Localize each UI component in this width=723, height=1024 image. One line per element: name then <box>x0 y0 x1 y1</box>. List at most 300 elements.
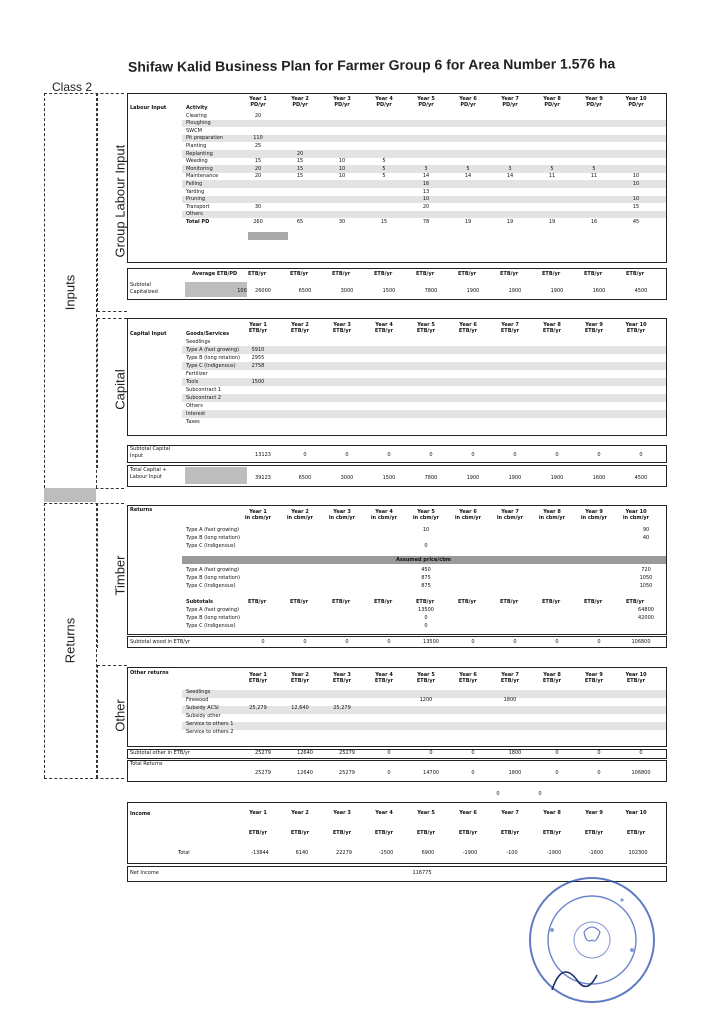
total-returns-value: 1800 <box>508 770 522 776</box>
labour-value: 3 <box>508 165 512 172</box>
timber-type-name: Type B (long rotation) <box>186 575 240 581</box>
etb-unit: ETB/yr <box>374 271 393 277</box>
capital-subtotal-value: 0 <box>639 452 643 458</box>
income-unit: ETB/yr <box>416 830 436 836</box>
table-row <box>182 120 666 128</box>
capital-bracket <box>97 318 98 468</box>
labour-activity-name: Yarding <box>186 188 205 195</box>
labour-activity-name: Transport <box>186 203 210 210</box>
labour-value: 5 <box>382 165 386 172</box>
capital-year-header: Year 3 ETB/yr <box>332 322 352 334</box>
timber-subtotal-value: 13500 <box>418 607 434 613</box>
inputs-label: Inputs <box>62 274 78 311</box>
timber-subtotal-value: 42000 <box>638 615 654 621</box>
capital-subtotal-value: 0 <box>597 452 601 458</box>
total-returns-value: 0 <box>555 770 559 776</box>
capital-item-name: Subcontract 2 <box>186 394 222 401</box>
etb-unit: ETB/yr <box>416 271 435 277</box>
timber-subtotal-value: 0 <box>424 615 428 621</box>
total-input-value: 7800 <box>424 475 438 481</box>
net-income-label: Net Income <box>130 870 159 876</box>
wood-subtotal-value: 0 <box>303 639 307 645</box>
labour-value: 78 <box>422 218 430 225</box>
returns-label: Returns <box>62 617 78 664</box>
timber-type-name: Type A (fast growing) <box>186 567 239 573</box>
capital-year-header: Year 7 ETB/yr <box>500 322 520 334</box>
timber-price-value: 1050 <box>639 583 653 589</box>
other-side-label: Other <box>112 699 128 732</box>
capital-year-header: Year 10 ETB/yr <box>625 322 647 334</box>
labour-value: 15 <box>380 218 388 225</box>
labour-value: 10 <box>338 165 346 172</box>
timber-year-header: Year 9 in cbm/yr <box>580 509 608 521</box>
capital-value: 2758 <box>251 362 265 369</box>
total-capital-labour-label: Total Capital + Labour Input <box>130 467 167 480</box>
timber-price-value: 1050 <box>639 575 653 581</box>
other-subtotal-value: 25279 <box>339 750 355 756</box>
total-input-value: 1600 <box>592 475 606 481</box>
labour-subtotal-value: 26000 <box>255 288 271 294</box>
income-year-header: Year 8 <box>543 810 561 816</box>
other-subtotal-value: 1800 <box>508 750 522 756</box>
capital-year-header: Year 9 ETB/yr <box>584 322 604 334</box>
labour-year-header: Year 3 PD/yr <box>333 96 351 108</box>
timber-year-header: Year 6 in cbm/yr <box>454 509 482 521</box>
capital-item-name: Subcontract 1 <box>186 386 222 393</box>
income-total-label: Total <box>178 850 190 856</box>
wood-subtotal-value: 0 <box>387 639 391 645</box>
labour-subtotal-value: 1900 <box>466 288 480 294</box>
labour-value: 20 <box>254 173 262 180</box>
timber-price-value: 450 <box>421 567 431 573</box>
timber-year-header: Year 5 in cbm/yr <box>412 509 440 521</box>
other-value: 12,640 <box>291 705 309 711</box>
income-year-header: Year 5 <box>417 810 435 816</box>
etb-unit: ETB/yr <box>290 599 309 605</box>
labour-year-header: Year 5 PD/yr <box>417 96 435 108</box>
capital-year-header: Year 5 ETB/yr <box>416 322 436 334</box>
timber-subtotal-value: 0 <box>424 623 428 629</box>
table-row <box>182 394 666 402</box>
income-unit: ETB/yr <box>290 830 310 836</box>
labour-value: 20 <box>254 112 262 119</box>
etb-unit: ETB/yr <box>290 271 309 277</box>
returns-header-label: Returns <box>130 507 153 513</box>
other-value: 1800 <box>503 697 517 703</box>
labour-value: 10 <box>632 180 640 187</box>
labour-year-header: Year 10 PD/yr <box>625 96 647 108</box>
total-returns-value: 14700 <box>423 770 439 776</box>
labour-value: 110 <box>253 135 263 142</box>
etb-unit: ETB/yr <box>248 599 267 605</box>
labour-value: 13 <box>422 188 430 195</box>
labour-value: 20 <box>254 165 262 172</box>
labour-subtotal-value: 1900 <box>508 288 522 294</box>
labour-year-header: Year 6 PD/yr <box>459 96 477 108</box>
labour-value: 15 <box>296 165 304 172</box>
wood-subtotal-value: 106800 <box>631 639 651 645</box>
capital-item-name: Interest <box>186 410 206 417</box>
labour-subtotal-value: 3000 <box>340 288 354 294</box>
total-returns-value: 25279 <box>255 770 271 776</box>
etb-unit: ETB/yr <box>626 599 645 605</box>
etb-unit: ETB/yr <box>332 271 351 277</box>
labour-activity-name: Felling <box>186 180 203 187</box>
etb-unit: ETB/yr <box>458 271 477 277</box>
table-row <box>182 410 666 418</box>
timber-volume-value: 40 <box>642 535 650 541</box>
income-unit: ETB/yr <box>500 830 520 836</box>
labour-activity-name: Replanting <box>186 150 213 157</box>
other-bracket-top <box>97 665 127 666</box>
timber-year-header: Year 7 in cbm/yr <box>496 509 524 521</box>
document-title: Shifaw Kalid Business Plan for Farmer Group 6 for Area Number 1.576 ha <box>127 55 616 75</box>
timber-type-name: Type B (long rotation) <box>186 615 240 621</box>
capital-item-name: Type C (Indigenous) <box>186 362 236 369</box>
other-subtotal-value: 0 <box>429 750 433 756</box>
subtotal-wood-label: Subtotal wood in ETB/yr <box>130 639 190 645</box>
other-item-name: Subsidy ACSI <box>186 705 219 711</box>
capital-year-header: Year 6 ETB/yr <box>458 322 478 334</box>
labour-value: 10 <box>338 173 346 180</box>
capital-subtotal-value: 13123 <box>255 452 271 458</box>
other-subtotal-value: 12640 <box>297 750 313 756</box>
total-input-value: 6500 <box>298 475 312 481</box>
inputs-bracket-left <box>44 93 45 488</box>
labour-year-header: Year 9 PD/yr <box>585 96 603 108</box>
total-input-value: 39123 <box>255 475 271 481</box>
labour-activity-name: Total PD <box>186 218 210 225</box>
income-unit: ETB/yr <box>458 830 478 836</box>
timber-year-header: Year 1 in cbm/yr <box>244 509 272 521</box>
timber-price-value: 875 <box>421 583 431 589</box>
labour-value: 10 <box>632 196 640 203</box>
income-value: 22279 <box>336 850 352 856</box>
etb-unit: ETB/yr <box>458 599 477 605</box>
labour-subtotal-value: 1600 <box>592 288 606 294</box>
wood-subtotal-value: 0 <box>597 639 601 645</box>
labour-value: 65 <box>296 218 304 225</box>
income-value: -1600 <box>588 850 604 856</box>
timber-type-name: Type B (long rotation) <box>186 535 240 541</box>
labour-value: 20 <box>422 203 430 210</box>
income-unit: ETB/yr <box>332 830 352 836</box>
income-value: -1900 <box>546 850 562 856</box>
timber-year-header: Year 8 in cbm/yr <box>538 509 566 521</box>
labour-value: 10 <box>338 158 346 165</box>
wood-subtotal-value: 0 <box>471 639 475 645</box>
income-value: -13844 <box>251 850 269 856</box>
labour-value: 10 <box>422 196 430 203</box>
other-year-header: Year 2 ETB/yr <box>290 672 310 684</box>
labour-activity-name: Others <box>186 211 203 218</box>
labour-value: 3 <box>424 165 428 172</box>
capital-value: 5910 <box>251 346 265 353</box>
labour-value: 20 <box>296 150 304 157</box>
capital-bracket-top <box>97 318 127 319</box>
other-year-header: Year 1 ETB/yr <box>248 672 268 684</box>
net-income-value: 116775 <box>412 870 432 876</box>
other-year-header: Year 10 ETB/yr <box>625 672 647 684</box>
other-subtotal-value: 0 <box>639 750 643 756</box>
other-year-header: Year 5 ETB/yr <box>416 672 436 684</box>
labour-activity-name: Ploughing <box>186 120 211 127</box>
total-input-value: 3000 <box>340 475 354 481</box>
other-year-header: Year 3 ETB/yr <box>332 672 352 684</box>
income-year-header: Year 4 <box>375 810 393 816</box>
capital-side-label: Capital <box>112 369 128 410</box>
labour-subtotal-value: 1900 <box>550 288 564 294</box>
income-year-header: Year 3 <box>333 810 351 816</box>
wood-subtotal-value: 0 <box>513 639 517 645</box>
labour-value: 16 <box>590 218 598 225</box>
labour-value: 25 <box>254 142 262 149</box>
capital-subtotal-value: 0 <box>345 452 349 458</box>
wood-subtotal-value: 13500 <box>423 639 439 645</box>
total-input-value: 1900 <box>550 475 564 481</box>
inputs-bracket-top <box>44 93 124 94</box>
total-input-gray-box <box>185 467 247 484</box>
capital-item-name: Fertilizer <box>186 370 208 377</box>
labour-value: 5 <box>382 173 386 180</box>
subtotal-capital-label: Subtotal Capital Input <box>130 446 171 459</box>
other-returns-label: Other returns <box>130 670 169 676</box>
labour-activity-name: Pruning <box>186 196 206 203</box>
timber-bracket <box>97 503 98 648</box>
income-year-header: Year 10 <box>625 810 647 816</box>
labour-value: 15 <box>296 173 304 180</box>
total-returns-label: Total Returns <box>130 761 163 767</box>
below-value: 0 <box>538 791 542 797</box>
table-row <box>182 722 666 730</box>
etb-unit: ETB/yr <box>584 599 603 605</box>
labour-value: 14 <box>422 173 430 180</box>
income-value: 6900 <box>421 850 435 856</box>
other-value: 25,279 <box>249 705 267 711</box>
income-year-header: Year 9 <box>585 810 603 816</box>
other-year-header: Year 4 ETB/yr <box>374 672 394 684</box>
capital-item-name: Tools <box>186 378 199 385</box>
labour-year-header: Year 8 PD/yr <box>543 96 561 108</box>
timber-type-name: Type C (Indigenous) <box>186 623 236 629</box>
labour-bracket <box>97 93 98 311</box>
returns-bracket-bottom <box>44 778 124 779</box>
labour-value: 14 <box>506 173 514 180</box>
subtotal-other-label: Subtotal other in ETB/yr <box>130 750 190 756</box>
total-returns-value: 0 <box>597 770 601 776</box>
capital-input-label: Capital Input <box>130 331 167 337</box>
other-bracket <box>97 665 98 778</box>
labour-value: 15 <box>632 203 640 210</box>
labour-value: 11 <box>590 173 598 180</box>
income-unit: ETB/yr <box>584 830 604 836</box>
income-value: 102300 <box>628 850 648 856</box>
total-returns-value: 0 <box>471 770 475 776</box>
labour-value: 19 <box>464 218 472 225</box>
subtotal-capitalized-label: Subtotal Capitalized <box>130 282 158 295</box>
class-label: Class 2 <box>52 80 93 94</box>
other-year-header: Year 9 ETB/yr <box>584 672 604 684</box>
etb-unit: ETB/yr <box>248 271 267 277</box>
labour-activity-name: Planting <box>186 142 207 149</box>
total-returns-value: 12640 <box>297 770 313 776</box>
capital-subtotal-value: 0 <box>387 452 391 458</box>
capital-subtotal-value: 0 <box>429 452 433 458</box>
etb-unit: ETB/yr <box>416 599 435 605</box>
labour-value: 16 <box>422 180 430 187</box>
labour-year-header: Year 7 PD/yr <box>501 96 519 108</box>
timber-volume-value: 10 <box>422 527 430 533</box>
official-stamp <box>522 870 662 1010</box>
capital-item-name: Type A (fast growing) <box>186 346 239 353</box>
total-returns-value: 106800 <box>631 770 651 776</box>
income-unit: ETB/yr <box>626 830 646 836</box>
wood-subtotal-value: 0 <box>345 639 349 645</box>
etb-unit: ETB/yr <box>500 599 519 605</box>
separator-bar <box>44 488 96 502</box>
other-item-name: Subsidy other <box>186 713 221 719</box>
labour-year-header: Year 4 PD/yr <box>375 96 393 108</box>
activity-header: Activity <box>186 105 208 111</box>
labour-activity-name: Pit preparation <box>186 135 223 142</box>
other-item-name: Seedlings <box>186 689 211 695</box>
wood-subtotal-value: 0 <box>261 639 265 645</box>
timber-year-header: Year 2 in cbm/yr <box>286 509 314 521</box>
labour-activity-name: Weeding <box>186 158 208 165</box>
labour-activity-name: Clearing <box>186 112 207 119</box>
labour-value: 5 <box>550 165 554 172</box>
capital-year-header: Year 8 ETB/yr <box>542 322 562 334</box>
other-year-header: Year 8 ETB/yr <box>542 672 562 684</box>
etb-unit: ETB/yr <box>626 271 645 277</box>
labour-value: 15 <box>254 158 262 165</box>
labour-subtotal-value: 6500 <box>298 288 312 294</box>
other-value: 25,279 <box>333 705 351 711</box>
total-returns-value: 0 <box>387 770 391 776</box>
timber-volume-value: 0 <box>424 543 428 549</box>
timber-year-header: Year 10 in cbm/yr <box>622 509 650 521</box>
labour-value: 260 <box>253 218 263 225</box>
labour-value: 5 <box>466 165 470 172</box>
income-year-header: Year 1 <box>249 810 267 816</box>
income-unit: ETB/yr <box>374 830 394 836</box>
timber-type-name: Type C (Indigenous) <box>186 583 236 589</box>
total-input-value: 1500 <box>382 475 396 481</box>
capital-subtotal-value: 0 <box>513 452 517 458</box>
total-input-value: 4500 <box>634 475 648 481</box>
labour-activity-name: Monitoring <box>186 165 213 172</box>
other-subtotal-value: 0 <box>597 750 601 756</box>
labour-bracket-bottom <box>97 311 127 312</box>
timber-side-label: Timber <box>112 555 128 596</box>
labour-input-label: Labour Input <box>130 105 167 111</box>
labour-value: 45 <box>632 218 640 225</box>
capital-year-header: Year 2 ETB/yr <box>290 322 310 334</box>
subtotals-label: Subtotals <box>186 599 214 605</box>
wood-subtotal-value: 0 <box>555 639 559 645</box>
capital-value: 2955 <box>251 354 265 361</box>
labour-value: 19 <box>548 218 556 225</box>
timber-volume-value: 90 <box>642 527 650 533</box>
labour-value: 10 <box>632 173 640 180</box>
avg-etb-value: 100 <box>237 288 247 294</box>
etb-unit: ETB/yr <box>584 271 603 277</box>
below-value: 0 <box>496 791 500 797</box>
income-unit: ETB/yr <box>248 830 268 836</box>
total-input-value: 1900 <box>508 475 522 481</box>
timber-type-name: Type A (fast growing) <box>186 527 239 533</box>
other-item-name: Firewood <box>186 697 209 703</box>
other-subtotal-value: 0 <box>555 750 559 756</box>
income-year-header: Year 7 <box>501 810 519 816</box>
other-item-name: Service to others 1 <box>186 721 234 727</box>
timber-year-header: Year 3 in cbm/yr <box>328 509 356 521</box>
income-value: 6140 <box>295 850 309 856</box>
capital-item-name: Type B (long rotation) <box>186 354 240 361</box>
labour-year-header: Year 1 PD/yr <box>249 96 267 108</box>
labour-activity-name: SWCM <box>186 127 202 134</box>
etb-unit: ETB/yr <box>542 599 561 605</box>
capital-value: 1500 <box>251 378 265 385</box>
transport-highlight <box>248 232 288 240</box>
returns-bracket-top <box>44 503 124 504</box>
total-returns-value: 25279 <box>339 770 355 776</box>
goods-services-header: Goods/Services <box>186 331 230 337</box>
labour-value: 30 <box>254 203 262 210</box>
other-subtotal-value: 0 <box>387 750 391 756</box>
labour-value: 11 <box>548 173 556 180</box>
capital-item-name: Seedlings <box>186 338 211 345</box>
timber-price-value: 720 <box>641 567 651 573</box>
labour-value: 19 <box>506 218 514 225</box>
labour-side-label: Group Labour Input <box>112 144 128 258</box>
timber-type-name: Type A (fast growing) <box>186 607 239 613</box>
etb-unit: ETB/yr <box>332 599 351 605</box>
capital-subtotal-value: 0 <box>555 452 559 458</box>
capital-item-name: Others <box>186 402 203 409</box>
other-subtotal-value: 0 <box>471 750 475 756</box>
capital-item-name: Taxes <box>186 418 200 425</box>
income-label: Income <box>130 811 151 817</box>
capital-subtotal-value: 0 <box>471 452 475 458</box>
labour-value: 5 <box>382 158 386 165</box>
other-value: 1200 <box>419 697 433 703</box>
average-etb-label: Average ETB/PD <box>192 271 238 277</box>
income-value: -1900 <box>462 850 478 856</box>
capital-year-header: Year 4 ETB/yr <box>374 322 394 334</box>
other-subtotal-value: 25279 <box>255 750 271 756</box>
labour-value: 15 <box>296 158 304 165</box>
other-year-header: Year 7 ETB/yr <box>500 672 520 684</box>
capital-year-header: Year 1 ETB/yr <box>248 322 268 334</box>
labour-year-header: Year 2 PD/yr <box>291 96 309 108</box>
timber-year-header: Year 4 in cbm/yr <box>370 509 398 521</box>
income-value: -100 <box>506 850 518 856</box>
labour-value: 14 <box>464 173 472 180</box>
labour-activity-name: Maintenance <box>186 173 219 180</box>
total-input-value: 1900 <box>466 475 480 481</box>
labour-value: 5 <box>592 165 596 172</box>
other-year-header: Year 6 ETB/yr <box>458 672 478 684</box>
assumed-price-label: Assumed price/cbm <box>396 557 451 563</box>
returns-bracket-left <box>44 503 45 778</box>
income-value: -1500 <box>378 850 394 856</box>
timber-price-value: 875 <box>421 575 431 581</box>
income-year-header: Year 2 <box>291 810 309 816</box>
timber-type-name: Type C (Indigenous) <box>186 543 236 549</box>
etb-unit: ETB/yr <box>374 599 393 605</box>
income-unit: ETB/yr <box>542 830 562 836</box>
